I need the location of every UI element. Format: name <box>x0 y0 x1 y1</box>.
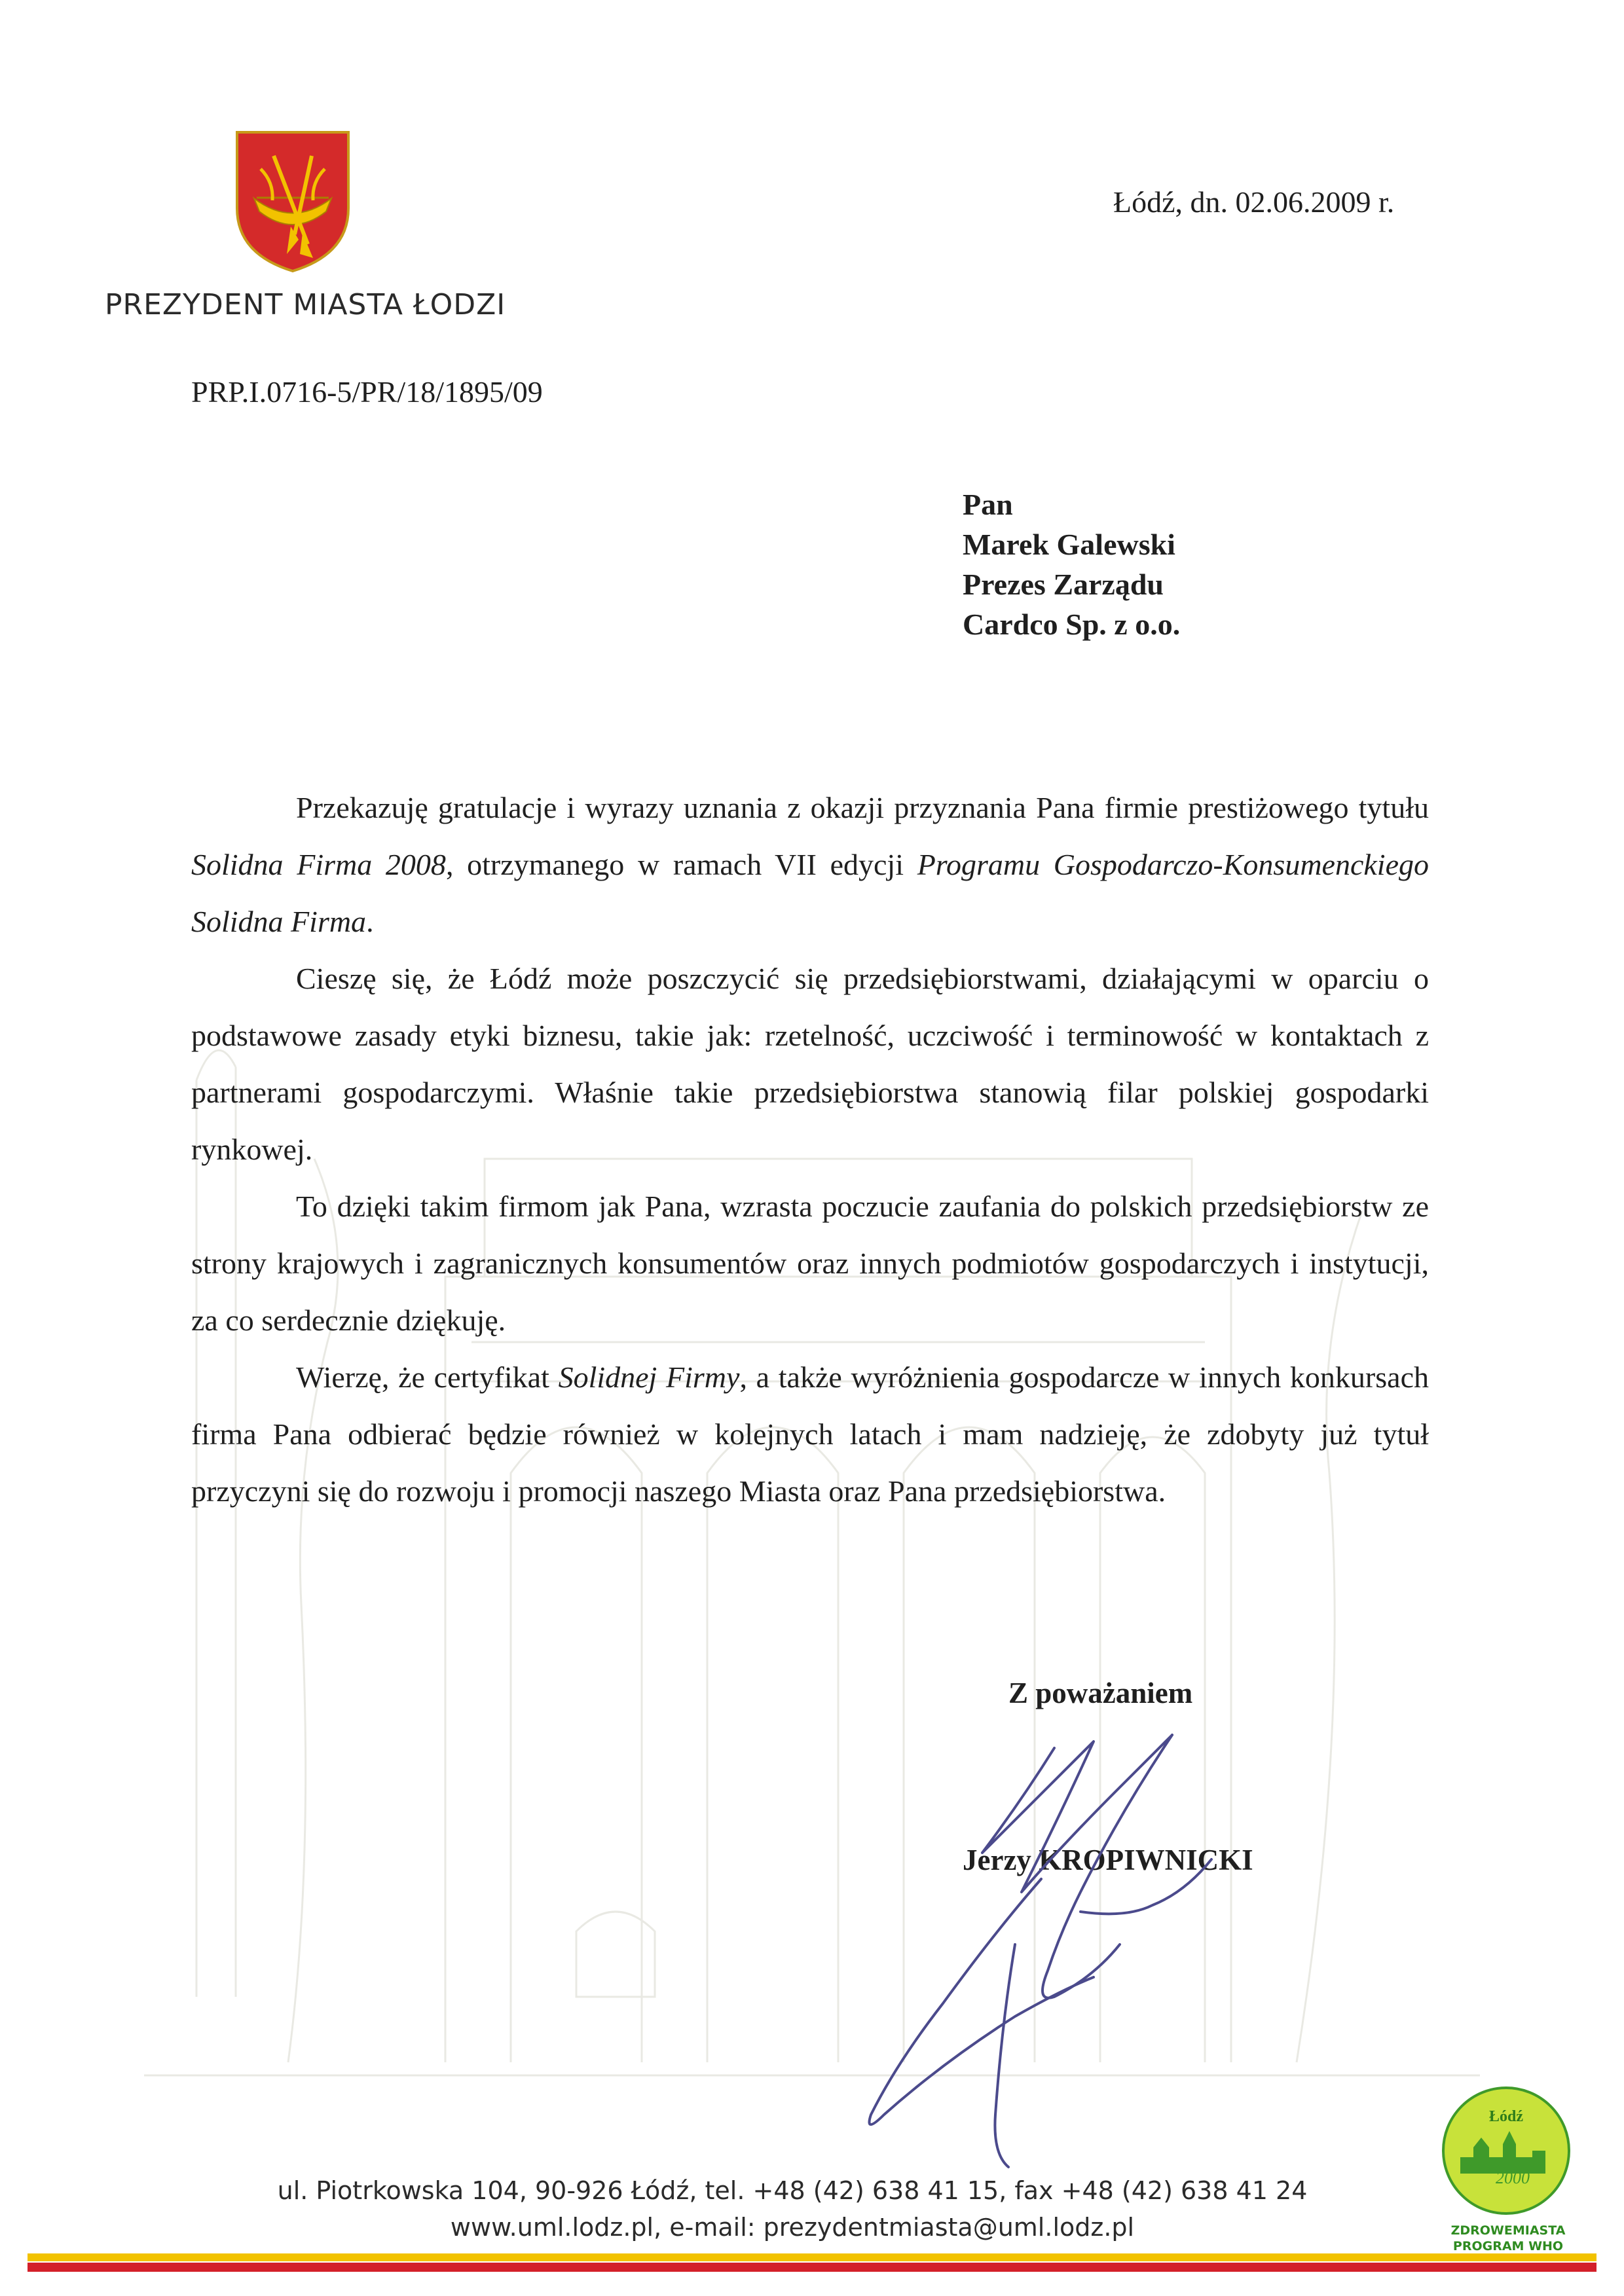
footer-stripe-red <box>28 2263 1596 2272</box>
p1-text-c: , otrzymanego w ramach VII edycji <box>445 848 917 881</box>
logo-caption-line-1: ZDROWEMIASTA <box>1450 2223 1566 2238</box>
healthy-cities-caption <box>1426 2223 1590 2254</box>
p1-program-name: Programu Gospodarczo-Konsumenckiego Solidna Firma <box>191 848 1429 938</box>
signatory-first-name: Jerzy <box>963 1844 1031 1876</box>
logo-year-text: 2000 <box>1496 2168 1530 2187</box>
letter-body <box>191 779 1429 1520</box>
footer-stripe-yellow <box>28 2253 1596 2261</box>
reference-number: PRP.I.0716-5/PR/18/1895/09 <box>191 375 543 409</box>
footer-contact: www.uml.lodz.pl, e-mail: prezydentmiasta@uml.lodz.pl <box>450 2213 1135 2242</box>
recipient-salutation: Pan <box>963 488 1013 521</box>
handwritten-signature <box>845 1696 1290 2180</box>
p4-text-a: Wierzę, że certyfikat <box>296 1360 559 1394</box>
closing-salutation: Z poważaniem <box>1008 1677 1193 1709</box>
p1-text-a: Przekazuję gratulacje i wyrazy uznania z okazji przyznania Pana firmie prestiżowego tytułu <box>296 791 1429 824</box>
signatory-last-name: KROPIWNICKI <box>1039 1844 1253 1876</box>
body-paragraph-2: Cieszę się, że Łódź może poszczycić się przedsiębiorstwami, działającymi w oparciu o podstawowe zasady etyki biznesu, takie jak: rzetelność, uczciwość i terminowość w kontaktach z partnerami gospodarczymi. Właśnie takie przedsiębiorstwa stanowią filar polskiej gospodarki rynkowej. <box>191 962 1429 1166</box>
date-line: Łódź, dn. 02.06.2009 r. <box>1113 185 1395 219</box>
footer-address: ul. Piotrkowska 104, 90-926 Łódź, tel. +48 (42) 638 41 15, fax +48 (42) 638 41 24 <box>277 2176 1308 2205</box>
recipient-company: Cardco Sp. z o.o. <box>963 608 1181 641</box>
recipient-block <box>963 484 1180 644</box>
p1-text-e: . <box>366 905 374 938</box>
body-paragraph-3: To dzięki takim firmom jak Pana, wzrasta poczucie zaufania do polskich przedsiębiorstw ze strony krajowych i zagranicznych konsumentów oraz innych podmiotów gospodarczych i instytucji, za co serdecznie dziękuję. <box>191 1190 1429 1337</box>
footer <box>196 2172 1388 2246</box>
p1-award-name: Solidna Firma 2008 <box>191 848 446 881</box>
p4-text-c: , a także wyróżnienia gospodarcze w innych konkursach firma Pana odbierać będzie również w kolejnych latach i mam nadzieję, że zdobyty już tytuł przyczyni się do rozwoju i promocji naszego Miasta oraz Pana przedsiębiorstwa. <box>191 1360 1429 1508</box>
lodz-coat-of-arms-icon <box>234 130 351 274</box>
p4-certificate-name: Solidnej Firmy <box>558 1360 740 1394</box>
logo-caption-line-2: PROGRAM WHO <box>1452 2239 1564 2253</box>
body-paragraph-4 <box>191 1349 1429 1520</box>
institution-name: PREZYDENT MIASTA ŁODZI <box>105 288 506 321</box>
body-paragraph-1 <box>191 779 1429 950</box>
healthy-cities-logo-icon <box>1441 2085 1572 2216</box>
recipient-title: Prezes Zarządu <box>963 568 1164 601</box>
recipient-name: Marek Galewski <box>963 528 1175 561</box>
logo-city-text: Łódź <box>1488 2108 1524 2125</box>
